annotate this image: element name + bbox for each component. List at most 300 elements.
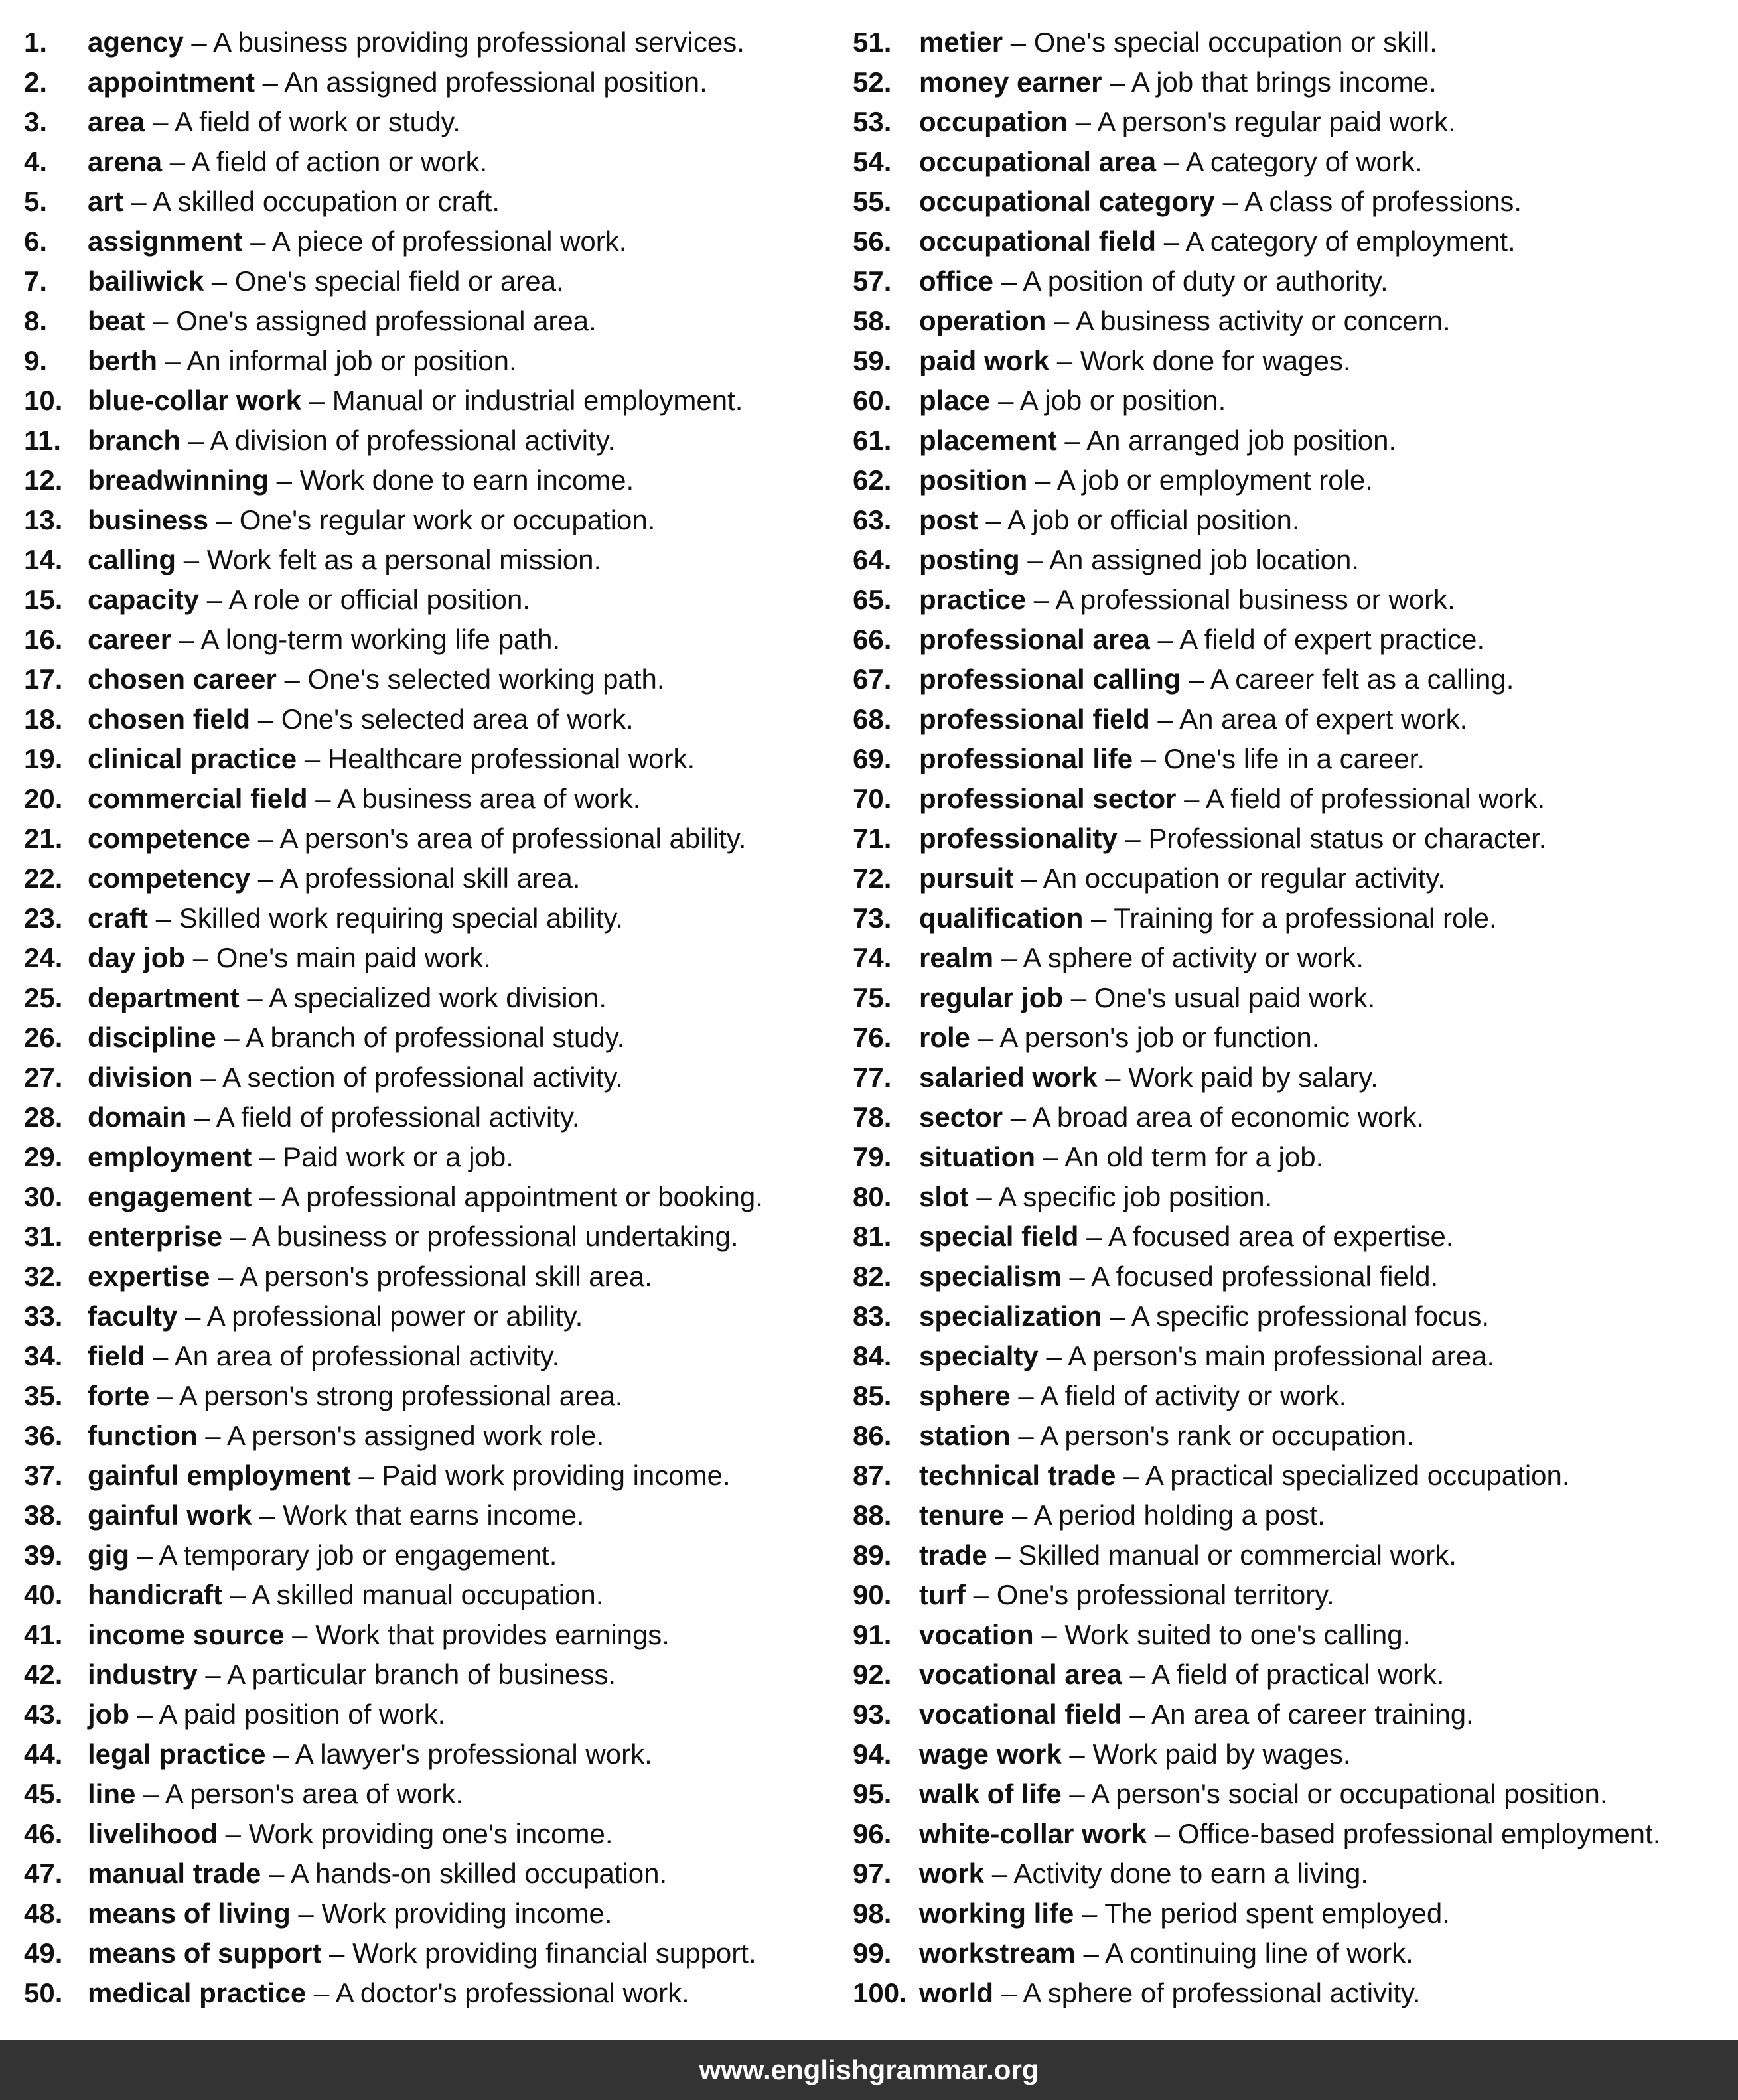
item-number: 63.	[853, 504, 892, 535]
item-number: 73.	[853, 902, 892, 934]
item-number: 81.	[853, 1221, 892, 1252]
list-item	[24, 898, 840, 938]
list-item	[24, 1296, 840, 1336]
item-separator: –	[1133, 743, 1164, 774]
item-separator: –	[1061, 1261, 1092, 1292]
list-item	[853, 1336, 1729, 1376]
list-item	[24, 1257, 840, 1296]
item-term: vocational field	[919, 1699, 1122, 1730]
item-number: 78.	[853, 1101, 892, 1133]
list-item	[853, 699, 1729, 739]
item-definition: Manual or industrial employment.	[332, 385, 743, 416]
item-term: professional sector	[919, 783, 1177, 814]
item-number: 17.	[24, 664, 63, 695]
item-number: 38.	[24, 1500, 63, 1531]
item-number: 39.	[24, 1539, 63, 1571]
right-column	[853, 23, 1729, 2013]
item-definition: A skilled manual occupation.	[252, 1579, 604, 1610]
list-item	[24, 1496, 840, 1535]
list-item	[853, 1217, 1729, 1257]
item-term: professional life	[919, 743, 1133, 774]
list-item	[853, 898, 1729, 938]
item-term: specialty	[919, 1340, 1039, 1371]
item-number: 16.	[24, 624, 63, 655]
item-term: craft	[88, 902, 149, 934]
item-definition: One's life in a career.	[1163, 743, 1425, 774]
item-separator: –	[145, 305, 177, 336]
item-separator: –	[250, 863, 280, 894]
item-separator: –	[1176, 783, 1206, 814]
list-item	[24, 1058, 840, 1097]
item-number: 87.	[853, 1460, 892, 1491]
item-number: 12.	[24, 464, 63, 496]
list-item	[853, 660, 1729, 699]
item-separator: –	[965, 1579, 997, 1610]
list-item	[24, 1814, 840, 1854]
item-separator: –	[987, 1539, 1019, 1571]
item-separator: –	[254, 66, 285, 98]
list-item	[853, 381, 1729, 421]
item-term: employment	[88, 1141, 252, 1172]
item-separator: –	[210, 1261, 240, 1292]
item-definition: A job or official position.	[1007, 504, 1300, 535]
item-term: money earner	[919, 66, 1102, 98]
item-term: clinical practice	[88, 743, 297, 774]
list-item	[24, 1336, 840, 1376]
item-separator: –	[218, 1818, 249, 1849]
list-item	[853, 102, 1729, 142]
item-number: 11.	[24, 425, 62, 456]
item-separator: –	[183, 27, 214, 58]
item-separator: –	[1149, 624, 1180, 655]
item-term: blue-collar work	[88, 385, 302, 416]
item-number: 89.	[853, 1539, 892, 1571]
list-item	[853, 1854, 1729, 1894]
item-term: medical practice	[88, 1977, 307, 2008]
item-term: work	[919, 1858, 985, 1889]
item-definition: A branch of professional study.	[246, 1022, 625, 1053]
item-number: 7.	[24, 265, 48, 297]
list-item	[853, 142, 1729, 182]
item-definition: A skilled occupation or craft.	[153, 186, 500, 217]
item-separator: –	[1068, 106, 1098, 137]
item-separator: –	[1116, 1460, 1145, 1491]
item-separator: –	[968, 1181, 999, 1212]
item-definition: A paid position of work.	[159, 1699, 446, 1730]
list-item	[853, 620, 1729, 660]
item-definition: A division of professional activity.	[210, 425, 616, 456]
item-number: 98.	[853, 1898, 892, 1929]
item-term: faculty	[88, 1300, 178, 1332]
item-number: 31.	[24, 1221, 63, 1252]
item-definition: A lawyer's professional work.	[295, 1738, 652, 1770]
item-number: 22.	[24, 863, 63, 894]
list-item	[853, 779, 1729, 819]
item-number: 69.	[853, 743, 892, 774]
list-item	[853, 23, 1729, 62]
item-separator: –	[1063, 982, 1094, 1013]
item-number: 92.	[853, 1659, 892, 1690]
item-definition: A specialized work division.	[269, 982, 607, 1013]
item-separator: –	[1010, 1420, 1041, 1451]
item-number: 10.	[24, 385, 63, 416]
item-number: 84.	[853, 1340, 892, 1371]
list-item	[853, 1018, 1729, 1058]
list-item	[24, 1695, 840, 1734]
item-separator: –	[186, 1101, 216, 1133]
list-item	[24, 1456, 840, 1496]
item-term: tenure	[919, 1500, 1005, 1531]
item-term: occupation	[919, 106, 1068, 137]
item-term: role	[919, 1022, 971, 1053]
item-definition: One's special occupation or skill.	[1033, 27, 1437, 58]
item-separator: –	[1010, 1380, 1041, 1411]
item-definition: Activity done to earn a living.	[1013, 1858, 1369, 1889]
item-separator: –	[1026, 584, 1056, 615]
item-number: 85.	[853, 1380, 892, 1411]
item-number: 55.	[853, 186, 892, 217]
footer-url[interactable]: www.englishgrammar.org	[699, 2054, 1039, 2085]
item-definition: One's regular work or occupation.	[239, 504, 656, 535]
item-term: manual trade	[88, 1858, 261, 1889]
item-separator: –	[1046, 305, 1076, 336]
list-item	[853, 1615, 1729, 1655]
item-term: agency	[88, 27, 184, 58]
item-term: wage work	[919, 1738, 1062, 1770]
item-term: technical trade	[919, 1460, 1116, 1491]
item-number: 77.	[853, 1062, 892, 1093]
item-separator: –	[970, 1022, 1000, 1053]
item-separator: –	[208, 504, 240, 535]
item-separator: –	[177, 1300, 207, 1332]
item-separator: –	[250, 703, 281, 735]
item-definition: Paid work providing income.	[382, 1460, 731, 1491]
item-definition: A job or employment role.	[1056, 464, 1373, 496]
item-term: means of living	[88, 1898, 291, 1929]
item-definition: One's main paid work.	[216, 942, 491, 973]
item-term: day job	[88, 942, 186, 973]
item-term: legal practice	[88, 1738, 266, 1770]
item-separator: –	[222, 1221, 252, 1252]
list-item	[853, 341, 1729, 381]
item-definition: A business activity or concern.	[1075, 305, 1451, 336]
item-separator: –	[1214, 186, 1245, 217]
item-separator: –	[1035, 1141, 1065, 1172]
item-definition: A class of professions.	[1244, 186, 1522, 217]
item-definition: Work felt as a personal mission.	[206, 544, 602, 575]
item-term: pursuit	[919, 863, 1014, 894]
item-definition: Work suited to one's calling.	[1064, 1619, 1411, 1650]
item-term: job	[88, 1699, 129, 1730]
item-term: working life	[919, 1898, 1074, 1929]
item-term: slot	[919, 1181, 969, 1212]
item-definition: A temporary job or engagement.	[159, 1539, 557, 1571]
footer-bar	[0, 2040, 1738, 2100]
item-number: 32.	[24, 1261, 63, 1292]
list-item	[24, 1177, 840, 1217]
item-term: vocation	[919, 1619, 1034, 1650]
item-number: 19.	[24, 743, 63, 774]
item-definition: A period holding a post.	[1033, 1500, 1325, 1531]
item-number: 34.	[24, 1340, 63, 1371]
item-separator: –	[1075, 1937, 1106, 1969]
list-item	[24, 500, 840, 540]
item-number: 59.	[853, 345, 892, 376]
item-separator: –	[181, 425, 210, 456]
item-definition: The period spent employed.	[1104, 1898, 1450, 1929]
item-term: metier	[919, 27, 1003, 58]
item-term: field	[88, 1340, 145, 1371]
item-number: 47.	[24, 1858, 63, 1889]
item-term: domain	[88, 1101, 187, 1133]
item-number: 76.	[853, 1022, 892, 1053]
item-term: capacity	[88, 584, 200, 615]
item-definition: A business or professional undertaking.	[252, 1221, 739, 1252]
item-definition: A business area of work.	[336, 783, 641, 814]
item-term: chosen career	[88, 664, 277, 695]
item-separator: –	[1049, 345, 1080, 376]
item-definition: A category of employment.	[1185, 226, 1516, 257]
item-term: occupational field	[919, 226, 1157, 257]
item-number: 20.	[24, 783, 63, 814]
item-number: 5.	[24, 186, 48, 217]
item-definition: A professional appointment or booking.	[281, 1181, 763, 1212]
item-definition: An occupation or regular activity.	[1043, 863, 1445, 894]
item-separator: –	[276, 664, 308, 695]
list-item	[853, 1734, 1729, 1774]
list-item	[853, 1933, 1729, 1973]
item-term: commercial field	[88, 783, 308, 814]
list-item	[24, 381, 840, 421]
item-definition: Skilled work requiring special ability.	[179, 902, 623, 934]
item-number: 13.	[24, 504, 63, 535]
item-definition: Office-based professional employment.	[1177, 1818, 1661, 1849]
item-separator: –	[199, 584, 229, 615]
item-number: 58.	[853, 305, 892, 336]
item-number: 3.	[24, 106, 48, 137]
item-definition: A person's assigned work role.	[227, 1420, 605, 1451]
item-definition: A business providing professional services.	[213, 27, 745, 58]
item-term: professional calling	[919, 664, 1181, 695]
item-separator: –	[157, 345, 187, 376]
item-definition: Work done to earn income.	[299, 464, 634, 496]
item-definition: An area of professional activity.	[174, 1340, 560, 1371]
item-term: world	[919, 1977, 993, 2008]
list-item	[853, 1814, 1729, 1854]
item-definition: Work that provides earnings.	[315, 1619, 670, 1650]
item-separator: –	[129, 1539, 159, 1571]
item-definition: Paid work or a job.	[283, 1141, 514, 1172]
item-number: 91.	[853, 1619, 892, 1650]
item-number: 83.	[853, 1300, 892, 1332]
item-definition: An assigned job location.	[1049, 544, 1360, 575]
item-definition: One's selected working path.	[307, 664, 665, 695]
item-separator: –	[1102, 66, 1131, 98]
item-term: trade	[919, 1539, 987, 1571]
item-separator: –	[269, 464, 300, 496]
item-number: 50.	[24, 1977, 63, 2008]
item-term: engagement	[88, 1181, 252, 1212]
item-number: 52.	[853, 66, 892, 98]
item-term: paid work	[919, 345, 1050, 376]
item-term: occupational area	[919, 146, 1157, 177]
left-column	[24, 23, 840, 2013]
list-item	[24, 739, 840, 779]
item-number: 88.	[853, 1500, 892, 1531]
item-number: 67.	[853, 664, 892, 695]
item-number: 24.	[24, 942, 63, 973]
item-term: regular job	[919, 982, 1064, 1013]
list-item	[24, 341, 840, 381]
item-definition: A person's area of professional ability.	[279, 823, 747, 854]
item-separator: –	[250, 823, 280, 854]
item-term: income source	[88, 1619, 285, 1650]
list-item	[853, 182, 1729, 222]
item-definition: One's professional territory.	[996, 1579, 1335, 1610]
item-term: office	[919, 265, 994, 297]
list-item	[853, 301, 1729, 341]
list-item	[853, 819, 1729, 859]
list-item	[24, 222, 840, 261]
item-number: 4.	[24, 146, 48, 177]
item-number: 15.	[24, 584, 63, 615]
item-separator: –	[1061, 1738, 1093, 1770]
list-item	[24, 978, 840, 1018]
item-number: 53.	[853, 106, 892, 137]
item-definition: A field of professional work.	[1205, 783, 1546, 814]
item-definition: Healthcare professional work.	[327, 743, 695, 774]
item-separator: –	[1156, 226, 1186, 257]
item-separator: –	[1083, 902, 1114, 934]
item-definition: A field of activity or work.	[1040, 1380, 1347, 1411]
item-term: special field	[919, 1221, 1079, 1252]
item-number: 44.	[24, 1738, 63, 1770]
list-item	[24, 580, 840, 620]
item-term: salaried work	[919, 1062, 1098, 1093]
item-number: 100.	[853, 1977, 907, 2008]
list-item	[24, 23, 840, 62]
item-term: place	[919, 385, 991, 416]
item-term: sector	[919, 1101, 1003, 1133]
item-term: discipline	[88, 1022, 216, 1053]
item-separator: –	[265, 1738, 295, 1770]
item-separator: –	[135, 1778, 165, 1809]
item-number: 48.	[24, 1898, 63, 1929]
item-number: 41.	[24, 1619, 63, 1650]
item-separator: –	[1117, 823, 1149, 854]
item-separator: –	[290, 1898, 322, 1929]
item-number: 33.	[24, 1300, 63, 1332]
item-term: assignment	[88, 226, 243, 257]
item-term: handicraft	[88, 1579, 223, 1610]
list-item	[853, 1496, 1729, 1535]
list-item	[24, 1217, 840, 1257]
item-separator: –	[222, 1579, 252, 1610]
item-definition: Training for a professional role.	[1114, 902, 1497, 934]
list-item	[24, 142, 840, 182]
item-definition: Work paid by wages.	[1092, 1738, 1351, 1770]
item-separator: –	[1156, 146, 1186, 177]
list-item	[853, 580, 1729, 620]
item-separator: –	[993, 1977, 1023, 2008]
item-separator: –	[162, 146, 192, 177]
item-definition: One's assigned professional area.	[176, 305, 597, 336]
item-separator: –	[145, 106, 175, 137]
item-separator: –	[261, 1858, 291, 1889]
item-definition: A person's social or occupational position.	[1091, 1778, 1608, 1809]
item-separator: –	[1013, 863, 1043, 894]
item-definition: Professional status or character.	[1148, 823, 1547, 854]
item-number: 43.	[24, 1699, 63, 1730]
item-separator: –	[1074, 1898, 1105, 1929]
item-definition: A position of duty or authority.	[1023, 265, 1388, 297]
item-number: 61.	[853, 425, 892, 456]
item-term: professionality	[919, 823, 1118, 854]
item-number: 86.	[853, 1420, 892, 1451]
item-separator: –	[176, 544, 207, 575]
item-number: 95.	[853, 1778, 892, 1809]
item-separator: –	[993, 942, 1023, 973]
item-definition: A person's rank or occupation.	[1040, 1420, 1414, 1451]
item-number: 28.	[24, 1101, 63, 1133]
item-number: 94.	[853, 1738, 892, 1770]
item-number: 35.	[24, 1380, 63, 1411]
item-number: 42.	[24, 1659, 63, 1690]
item-definition: A job that brings income.	[1131, 66, 1437, 98]
item-term: posting	[919, 544, 1020, 575]
list-item	[24, 660, 840, 699]
list-item	[853, 1535, 1729, 1575]
item-separator: –	[171, 624, 201, 655]
item-definition: A person's main professional area.	[1068, 1340, 1495, 1371]
item-term: gig	[88, 1539, 129, 1571]
item-definition: A field of action or work.	[191, 146, 488, 177]
list-item	[24, 1854, 840, 1894]
list-item	[24, 1655, 840, 1695]
list-item	[24, 1535, 840, 1575]
item-term: sphere	[919, 1380, 1011, 1411]
item-term: forte	[88, 1380, 150, 1411]
item-term: white-collar work	[919, 1818, 1147, 1849]
item-number: 40.	[24, 1579, 63, 1610]
list-item	[853, 1894, 1729, 1933]
item-term: area	[88, 106, 145, 137]
item-term: post	[919, 504, 978, 535]
list-item	[24, 699, 840, 739]
item-term: qualification	[919, 902, 1084, 934]
item-definition: A long-term working life path.	[200, 624, 561, 655]
item-number: 45.	[24, 1778, 63, 1809]
item-separator: –	[1147, 1818, 1178, 1849]
list-item	[24, 261, 840, 301]
item-number: 79.	[853, 1141, 892, 1172]
list-item	[24, 1376, 840, 1416]
list-item	[24, 1097, 840, 1137]
item-separator: –	[1038, 1340, 1068, 1371]
item-definition: A professional skill area.	[279, 863, 581, 894]
item-number: 21.	[24, 823, 63, 854]
list-item	[24, 460, 840, 500]
list-item	[24, 1137, 840, 1177]
item-separator: –	[242, 226, 272, 257]
list-item	[853, 1296, 1729, 1336]
list-item	[853, 222, 1729, 261]
item-term: enterprise	[88, 1221, 223, 1252]
item-separator: –	[148, 902, 179, 934]
list-item	[853, 938, 1729, 978]
list-item	[24, 1734, 840, 1774]
item-term: workstream	[919, 1937, 1076, 1969]
